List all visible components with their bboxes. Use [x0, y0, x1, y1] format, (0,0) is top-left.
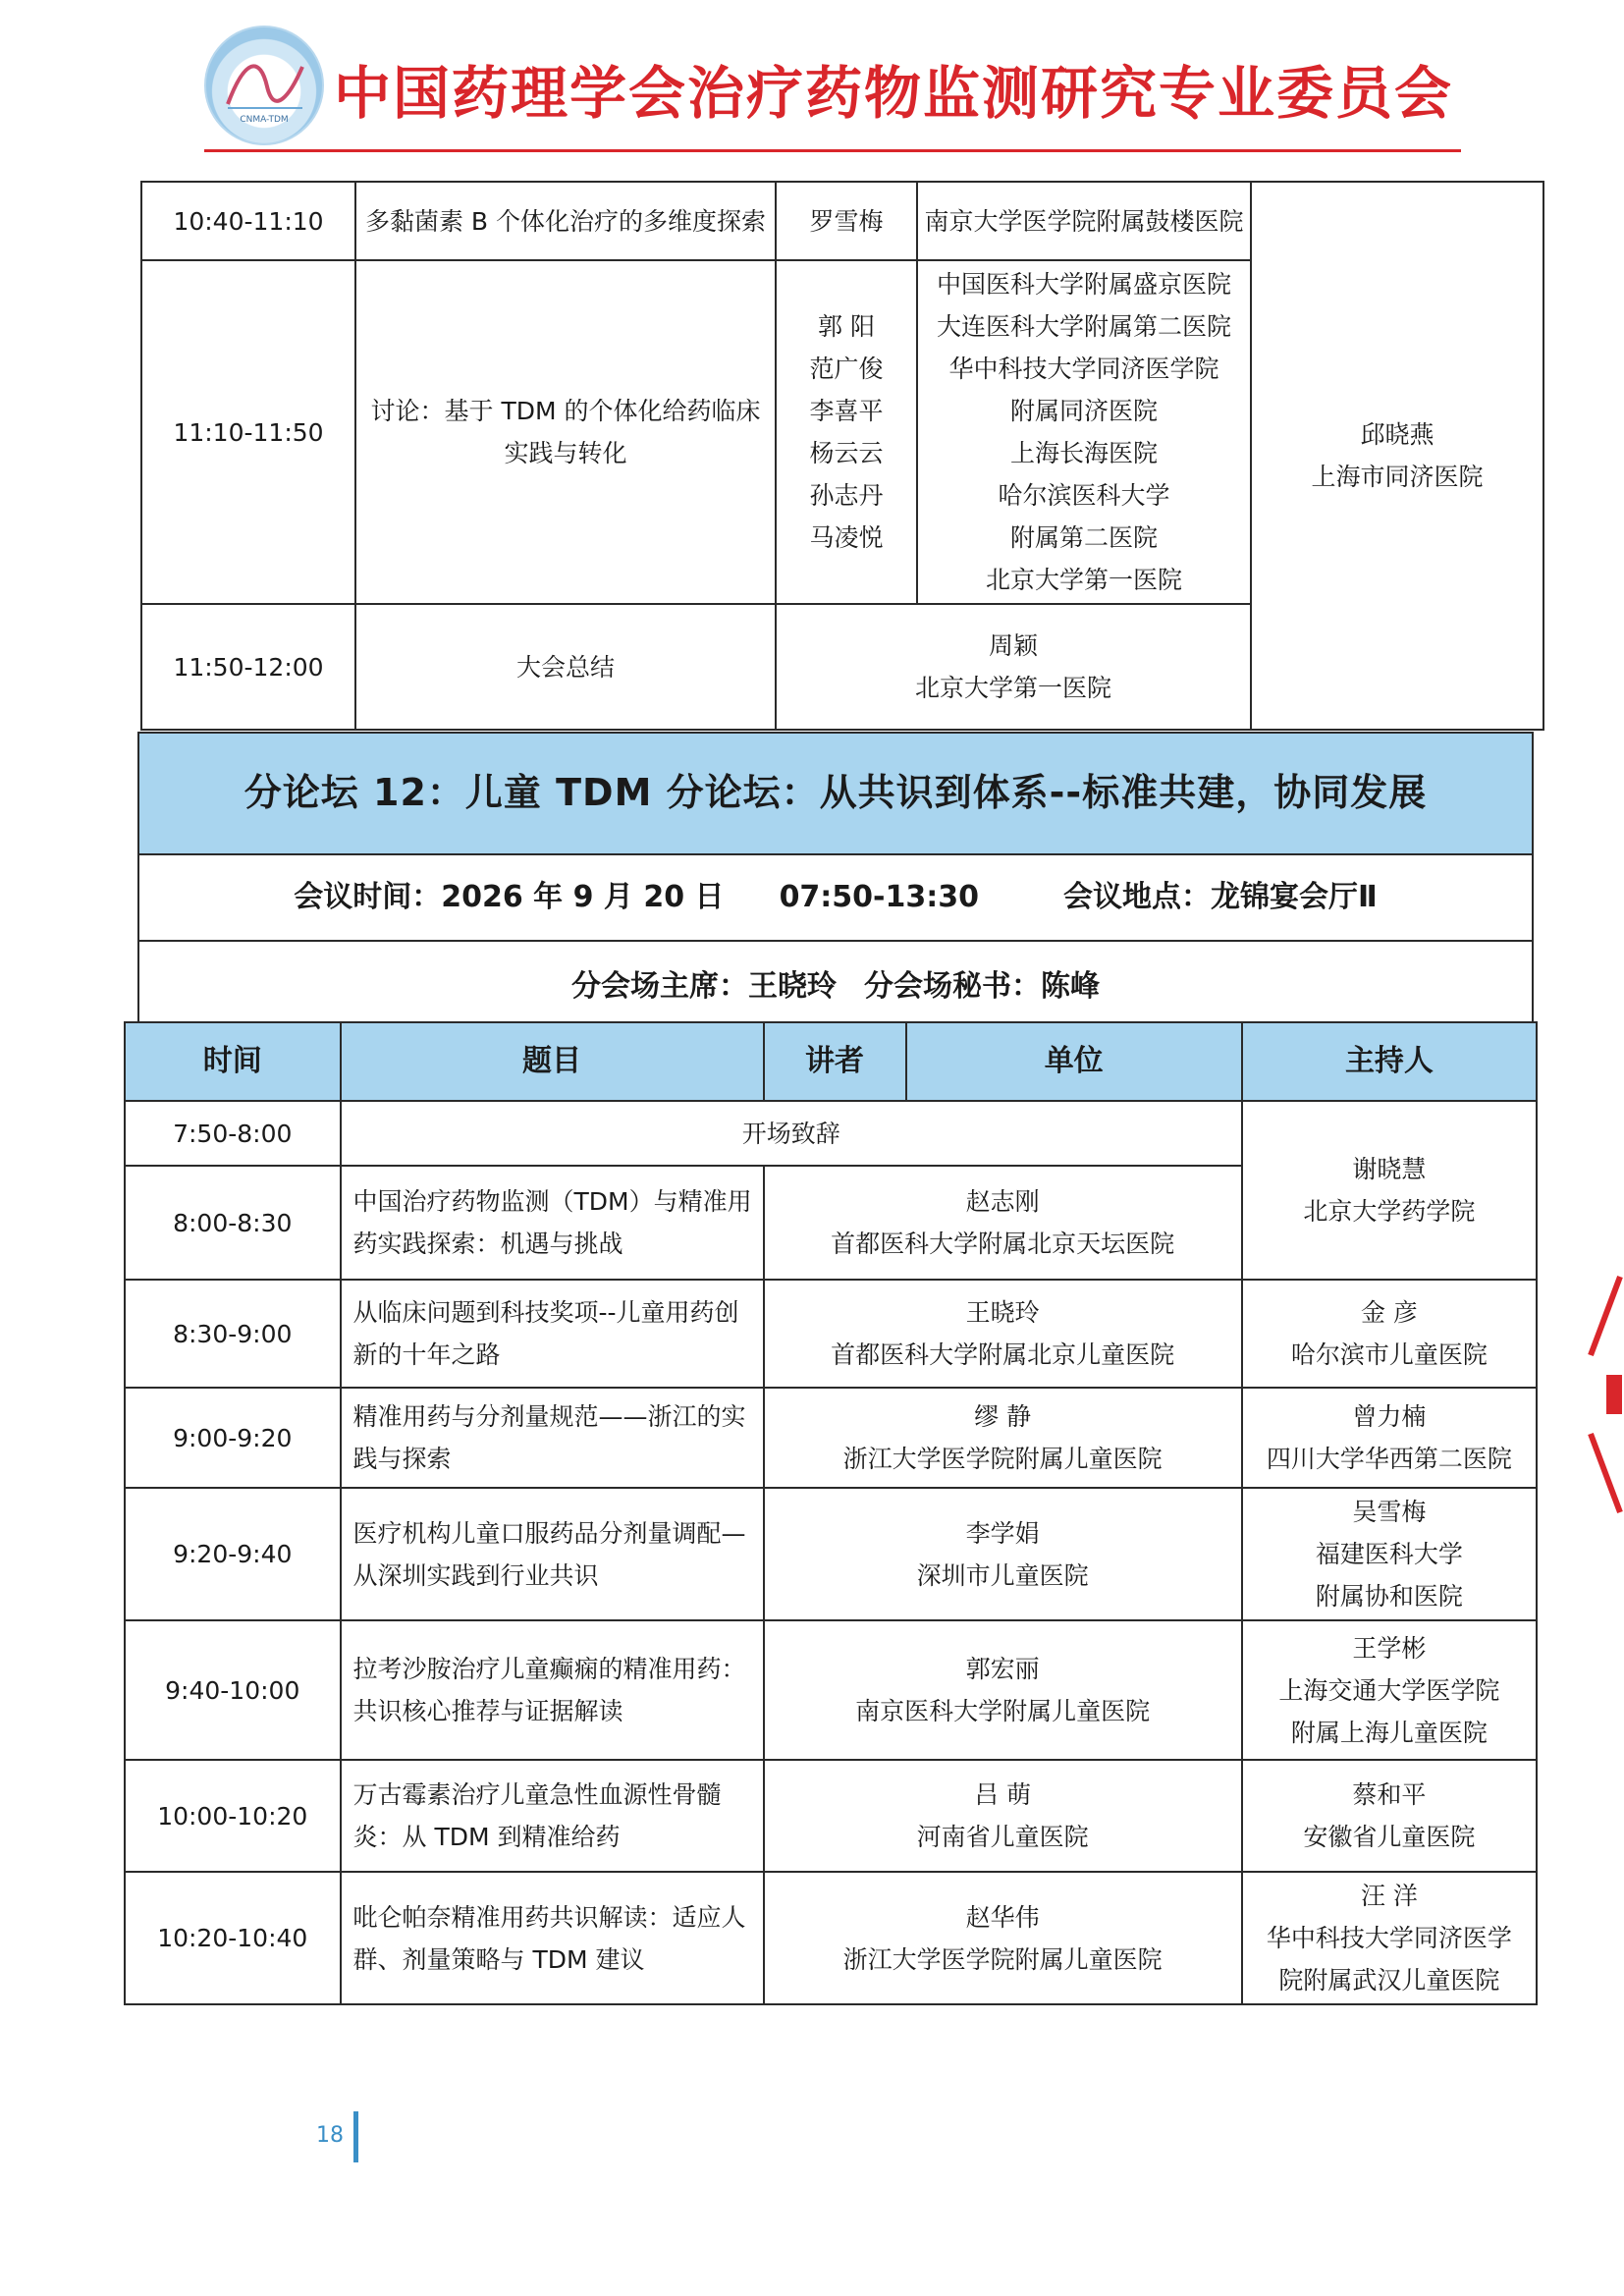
speaker-name: 赵华伟	[965, 1902, 1040, 1932]
host-unit: 上海市同济医院	[1311, 463, 1484, 491]
meeting-time: 会议时间：2026 年 9 月 20 日	[294, 880, 725, 915]
time-cell: 7:50-8:00	[125, 1101, 341, 1166]
speaker-unit-cell	[764, 1280, 1242, 1388]
speaker-name: 缪 静	[974, 1402, 1032, 1431]
forum-chair: 分会场主席：王晓玲	[571, 969, 837, 1005]
speaker-name: 孙志丹	[809, 481, 884, 510]
chair-row	[138, 941, 1533, 1033]
table-row	[141, 182, 1543, 260]
header-divider	[204, 149, 1461, 152]
host-cell	[1242, 1280, 1537, 1388]
topic-cell: 精准用药与分剂量规范——浙江的实践与探索	[341, 1388, 764, 1488]
host-name: 王学彬	[1352, 1633, 1427, 1663]
host-cell	[1242, 1872, 1537, 2004]
speaker-unit-cell	[764, 1872, 1242, 2004]
unit-line: 北京大学第一医院	[985, 566, 1182, 594]
host-unit: 附属协和医院	[1315, 1582, 1463, 1611]
edge-decoration-icon	[1581, 1267, 1624, 1522]
host-name: 邱晓燕	[1360, 420, 1435, 449]
forum-info-table	[137, 732, 1534, 1034]
header-time: 时间	[125, 1022, 341, 1101]
time-cell: 9:40-10:00	[125, 1620, 341, 1760]
topic-cell: 医疗机构儿童口服药品分剂量调配—从深圳实践到行业共识	[341, 1488, 764, 1620]
table-row	[125, 1280, 1537, 1388]
unit-line: 深圳市儿童医院	[916, 1560, 1089, 1590]
time-cell: 10:00-10:20	[125, 1760, 341, 1872]
table-row	[125, 1620, 1537, 1760]
speaker-name: 李学娟	[965, 1518, 1040, 1548]
host-unit: 福建医科大学	[1315, 1540, 1463, 1568]
unit-line: 首都医科大学附属北京天坛医院	[831, 1230, 1175, 1258]
unit-line: 首都医科大学附属北京儿童医院	[831, 1340, 1175, 1369]
host-cell	[1251, 182, 1543, 730]
host-unit: 四川大学华西第二医院	[1266, 1445, 1512, 1473]
host-unit: 院附属武汉儿童医院	[1278, 1966, 1500, 1995]
speaker-cell: 罗雪梅	[776, 182, 917, 260]
unit-line: 上海长海医院	[1009, 439, 1158, 467]
header-topic: 题目	[341, 1022, 764, 1101]
topic-cell: 万古霉素治疗儿童急性血源性骨髓炎：从 TDM 到精准给药	[341, 1760, 764, 1872]
table-header-row	[125, 1022, 1537, 1101]
logo-text: CNMA-TDM	[240, 115, 289, 125]
host-unit: 哈尔滨市儿童医院	[1290, 1340, 1488, 1369]
header-unit: 单位	[906, 1022, 1242, 1101]
time-cell: 9:20-9:40	[125, 1488, 341, 1620]
speaker-unit-cell	[764, 1488, 1242, 1620]
unit-line: 河南省儿童医院	[916, 1823, 1089, 1851]
unit-line: 附属第二医院	[1009, 523, 1158, 552]
topic-cell: 讨论：基于 TDM 的个体化给药临床实践与转化	[355, 260, 776, 604]
host-cell	[1242, 1388, 1537, 1488]
speaker-name: 郭 阳	[818, 312, 875, 341]
unit-line: 哈尔滨医科大学	[998, 481, 1170, 510]
host-unit: 北京大学药学院	[1303, 1197, 1476, 1226]
topic-cell: 拉考沙胺治疗儿童癫痫的精准用药：共识核心推荐与证据解读	[341, 1620, 764, 1760]
time-cell: 8:00-8:30	[125, 1166, 341, 1280]
continued-schedule-table	[140, 181, 1544, 731]
topic-cell: 中国治疗药物监测（TDM）与精准用药实践探索：机遇与挑战	[341, 1166, 764, 1280]
forum-secretary: 分会场秘书：陈峰	[864, 969, 1100, 1005]
host-unit: 上海交通大学医学院	[1278, 1675, 1500, 1705]
host-name: 蔡和平	[1352, 1780, 1427, 1809]
speaker-unit-cell	[776, 604, 1251, 730]
host-cell	[1242, 1620, 1537, 1760]
host-cell	[1242, 1488, 1537, 1620]
time-cell: 10:40-11:10	[141, 182, 355, 260]
time-cell: 11:50-12:00	[141, 604, 355, 730]
topic-cell: 多黏菌素 B 个体化治疗的多维度探索	[355, 182, 776, 260]
host-unit: 附属上海儿童医院	[1290, 1718, 1488, 1747]
meeting-place: 会议地点：龙锦宴会厅Ⅱ	[1063, 880, 1378, 915]
host-name: 谢晓慧	[1352, 1155, 1427, 1183]
table-row	[125, 1872, 1537, 2004]
host-cell	[1242, 1101, 1537, 1280]
logo-wave-icon	[206, 27, 322, 143]
speakers-cell	[776, 260, 917, 604]
host-unit: 安徽省儿童医院	[1303, 1823, 1476, 1851]
host-name: 吴雪梅	[1352, 1498, 1427, 1526]
speaker-name: 范广俊	[809, 355, 884, 383]
meeting-meta	[138, 854, 1533, 941]
speaker-name: 周颖	[988, 631, 1038, 660]
topic-cell: 大会总结	[355, 604, 776, 730]
page-number-bar	[353, 2111, 358, 2162]
page-header	[196, 20, 1463, 128]
table-row	[125, 1388, 1537, 1488]
time-cell: 9:00-9:20	[125, 1388, 341, 1488]
speaker-name: 吕 萌	[974, 1780, 1032, 1809]
unit-line: 浙江大学医学院附属儿童医院	[842, 1445, 1163, 1473]
speaker-name: 赵志刚	[965, 1187, 1040, 1216]
host-name: 曾力楠	[1352, 1402, 1427, 1431]
speaker-name: 李喜平	[809, 397, 884, 425]
topic-cell: 吡仑帕奈精准用药共识解读：适应人群、剂量策略与 TDM 建议	[341, 1872, 764, 2004]
speaker-unit-cell	[764, 1760, 1242, 1872]
host-unit: 华中科技大学同济医学	[1266, 1924, 1512, 1952]
time-cell: 10:20-10:40	[125, 1872, 341, 2004]
committee-logo	[204, 26, 324, 145]
unit-line: 附属同济医院	[1009, 397, 1158, 425]
page-number: 18	[316, 2123, 344, 2148]
units-cell	[917, 260, 1251, 604]
host-name: 金 彦	[1360, 1298, 1418, 1327]
unit-line: 中国医科大学附属盛京医院	[936, 270, 1231, 299]
table-row	[125, 1101, 1537, 1166]
unit-line: 南京医科大学附属儿童医院	[855, 1697, 1151, 1725]
topic-cell: 从临床问题到科技奖项--儿童用药创新的十年之路	[341, 1280, 764, 1388]
unit-line: 大连医科大学附属第二医院	[936, 312, 1231, 341]
unit-line: 北京大学第一医院	[914, 674, 1111, 702]
speaker-name: 郭宏丽	[965, 1655, 1040, 1683]
speaker-unit-cell	[764, 1620, 1242, 1760]
schedule-table	[124, 1021, 1538, 2005]
header-title: 中国药理学会治疗药物监测研究专业委员会	[334, 60, 1454, 127]
time-cell: 11:10-11:50	[141, 260, 355, 604]
speaker-name: 王晓玲	[965, 1298, 1040, 1327]
header-host: 主持人	[1242, 1022, 1537, 1101]
meeting-hours: 07:50-13:30	[779, 880, 979, 915]
topic-cell: 开场致辞	[341, 1101, 1242, 1166]
speaker-name: 马凌悦	[809, 523, 884, 552]
host-name: 汪 洋	[1360, 1882, 1418, 1910]
speaker-unit-cell	[764, 1166, 1242, 1280]
speaker-unit-cell	[764, 1388, 1242, 1488]
table-row	[125, 1488, 1537, 1620]
forum-title: 分论坛 12：儿童 TDM 分论坛：从共识到体系--标准共建，协同发展	[138, 733, 1533, 854]
unit-line: 华中科技大学同济医学院	[948, 355, 1219, 383]
table-row	[125, 1760, 1537, 1872]
header-speaker: 讲者	[764, 1022, 906, 1101]
unit-cell: 南京大学医学院附属鼓楼医院	[917, 182, 1251, 260]
time-cell: 8:30-9:00	[125, 1280, 341, 1388]
unit-line: 浙江大学医学院附属儿童医院	[842, 1944, 1163, 1974]
host-cell	[1242, 1760, 1537, 1872]
speaker-name: 杨云云	[809, 439, 884, 467]
